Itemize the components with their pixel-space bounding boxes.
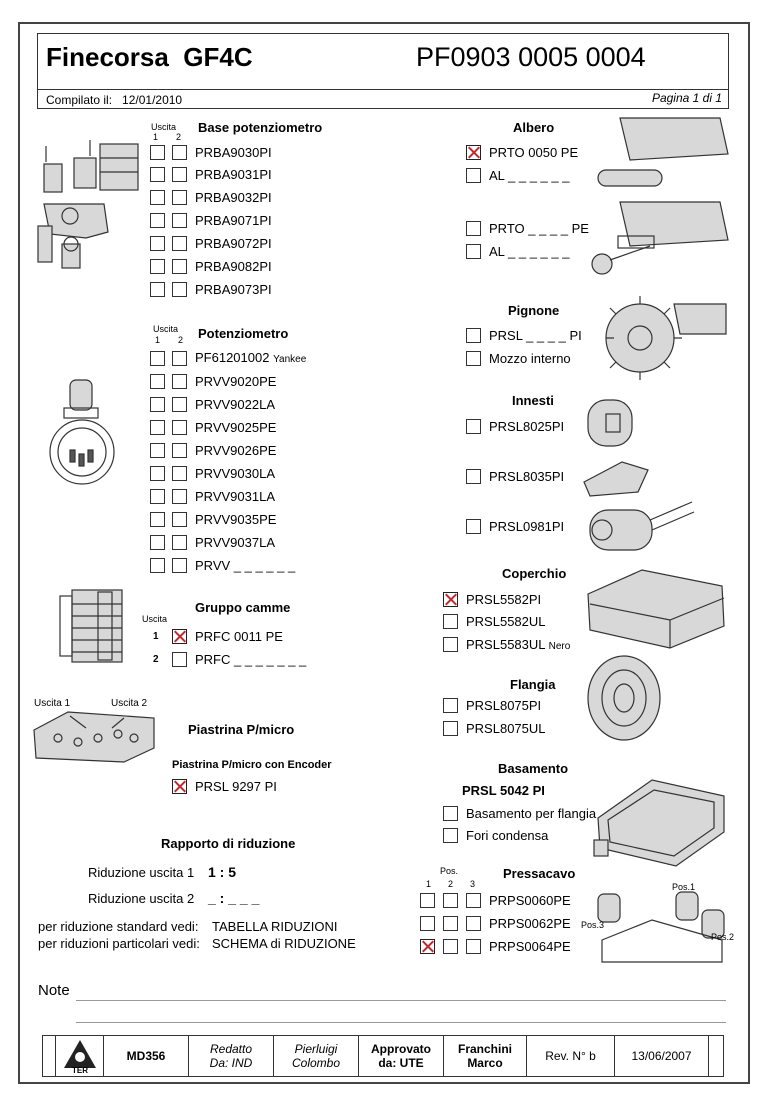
- document-header: [37, 33, 729, 109]
- potenz-checkbox-uscita1[interactable]: [150, 397, 165, 412]
- footer-approver: Franchini Marco: [443, 1036, 526, 1076]
- albero-checkbox[interactable]: [466, 221, 481, 236]
- base-item-label: PRBA9031PI: [195, 167, 272, 182]
- coperchio-checkbox[interactable]: [443, 614, 458, 629]
- potenz-item-label: PRVV9037LA: [195, 535, 275, 550]
- albero-item-label: PRTO 0050 PE: [489, 145, 579, 160]
- compiled-info: Compilato il: 12/01/2010: [46, 93, 183, 107]
- coperchio-item-label: PRSL5582UL: [466, 614, 546, 629]
- camme-uscita-label: Uscita: [142, 614, 168, 624]
- albero-checkbox[interactable]: [466, 244, 481, 259]
- potenz-item-label: PRVV9026PE: [195, 443, 277, 458]
- footer-table: [42, 1035, 724, 1077]
- note-line: [76, 1000, 726, 1001]
- potenz-checkbox-uscita1[interactable]: [150, 466, 165, 481]
- piastrina-uscita2-label: Uscita 2: [111, 698, 148, 709]
- innesti-checkbox[interactable]: [466, 519, 481, 534]
- coperchio-item-label: PRSL5583UL Nero: [466, 637, 571, 652]
- pignone-illustration: [604, 294, 730, 384]
- pressacavo-illustration: [592, 880, 735, 964]
- base-checkbox-uscita1[interactable]: [150, 259, 165, 274]
- pressacavo-col1-label: 1: [426, 879, 432, 889]
- base-checkbox-uscita2[interactable]: [172, 213, 187, 228]
- pressacavo-checkbox-pos1[interactable]: [420, 939, 435, 954]
- potenz-item-label: PRVV _ _ _ _ _ _: [195, 558, 296, 573]
- potenz-checkbox-uscita2[interactable]: [172, 397, 187, 412]
- riduzione-uscita2-value: _ : _ _ _: [208, 890, 260, 906]
- pressacavo-checkbox-pos3[interactable]: [466, 939, 481, 954]
- potenz-checkbox-uscita1[interactable]: [150, 374, 165, 389]
- potenziometro-illustration: [46, 378, 122, 490]
- potenz-checkbox-uscita2[interactable]: [172, 351, 187, 366]
- potenz-checkbox-uscita1[interactable]: [150, 420, 165, 435]
- potenz-checkbox-uscita1[interactable]: [150, 489, 165, 504]
- innesti-item-label: PRSL8035PI: [489, 469, 565, 484]
- potenz-col1-label: 1: [155, 335, 161, 345]
- base-potenziometro-illustration: [34, 134, 142, 272]
- piastrina-subtitle: Piastrina P/micro con Encoder: [172, 759, 332, 771]
- section-title-riduzione: Rapporto di riduzione: [161, 836, 296, 851]
- base-checkbox-uscita2[interactable]: [172, 236, 187, 251]
- pressacavo-checkbox-pos2[interactable]: [443, 939, 458, 954]
- pressacavo-checkbox-pos3[interactable]: [466, 893, 481, 908]
- basamento-item-label: Fori condensa: [466, 828, 549, 843]
- albero-illustration: [590, 114, 730, 284]
- piastrina-item-label: PRSL 9297 PI: [195, 779, 277, 794]
- potenz-checkbox-uscita2[interactable]: [172, 420, 187, 435]
- base-checkbox-uscita2[interactable]: [172, 145, 187, 160]
- pignone-item-label: PRSL _ _ _ _ PI: [489, 328, 582, 343]
- base-checkbox-uscita1[interactable]: [150, 167, 165, 182]
- potenz-item-label: PRVV9025PE: [195, 420, 277, 435]
- riduzione-standard-value: TABELLA RIDUZIONI: [212, 919, 338, 934]
- innesti-item-label: PRSL0981PI: [489, 519, 565, 534]
- potenz-checkbox-uscita2[interactable]: [172, 558, 187, 573]
- document-title: Finecorsa GF4C: [46, 42, 253, 72]
- section-title-flangia: Flangia: [510, 677, 556, 692]
- piastrina-uscita1-label: Uscita 1: [34, 698, 71, 709]
- note-label: Note: [38, 982, 70, 999]
- potenz-checkbox-uscita2[interactable]: [172, 466, 187, 481]
- coperchio-illustration: [582, 564, 730, 654]
- section-title-piastrina: Piastrina P/micro: [188, 722, 295, 737]
- basamento-item-label: Basamento per flangia: [466, 806, 597, 821]
- base-checkbox-uscita2[interactable]: [172, 259, 187, 274]
- pressacavo-checkbox-pos2[interactable]: [443, 893, 458, 908]
- flangia-item-label: PRSL8075PI: [466, 698, 542, 713]
- potenz-item-label: PRVV9030LA: [195, 466, 275, 481]
- document-code: PF0903 0005 0004: [416, 42, 646, 72]
- base-checkbox-uscita1[interactable]: [150, 190, 165, 205]
- base-checkbox-uscita1[interactable]: [150, 145, 165, 160]
- note-line: [76, 1022, 726, 1023]
- piastrina-illustration: [28, 708, 160, 766]
- albero-item-label: AL _ _ _ _ _ _: [489, 244, 570, 259]
- potenz-col2-label: 2: [178, 335, 184, 345]
- potenz-checkbox-uscita2[interactable]: [172, 443, 187, 458]
- riduzione-uscita1-value: 1 : 5: [208, 864, 237, 880]
- section-title-pressacavo: Pressacavo: [503, 866, 576, 881]
- pignone-checkbox[interactable]: [466, 351, 481, 366]
- svg-text:TER: TER: [71, 1066, 88, 1074]
- albero-item-label: AL _ _ _ _ _ _: [489, 168, 570, 183]
- base-checkbox-uscita2[interactable]: [172, 282, 187, 297]
- camme-item-label: PRFC _ _ _ _ _ _ _: [195, 652, 307, 667]
- header-divider: [38, 89, 728, 90]
- footer-doc-code: MD356: [103, 1036, 188, 1076]
- camme-checkbox[interactable]: [172, 652, 187, 667]
- albero-checkbox[interactable]: [466, 145, 481, 160]
- camme-item-label: PRFC 0011 PE: [195, 629, 283, 644]
- base-checkbox-uscita2[interactable]: [172, 190, 187, 205]
- potenz-checkbox-uscita1[interactable]: [150, 443, 165, 458]
- base-checkbox-uscita1[interactable]: [150, 236, 165, 251]
- piastrina-checkbox[interactable]: [172, 779, 187, 794]
- riduzione-uscita2-label: Riduzione uscita 2: [88, 891, 195, 906]
- pressacavo-pos3-tag: Pos.3: [581, 920, 605, 930]
- potenz-checkbox-uscita2[interactable]: [172, 512, 187, 527]
- potenz-checkbox-uscita1[interactable]: [150, 512, 165, 527]
- riduzione-particolari-value: SCHEMA di RIDUZIONE: [212, 936, 356, 951]
- coperchio-checkbox[interactable]: [443, 592, 458, 607]
- pressacavo-pos-label: Pos.: [440, 866, 459, 876]
- base-uscita-label: Uscita: [151, 122, 177, 132]
- pressacavo-item-label: PRPS0060PE: [489, 893, 571, 908]
- pressacavo-checkbox-pos3[interactable]: [466, 916, 481, 931]
- gruppo-camme-illustration: [58, 586, 130, 668]
- pressacavo-checkbox-pos2[interactable]: [443, 916, 458, 931]
- pressacavo-col3-label: 3: [470, 879, 476, 889]
- page-number: Pagina 1 di 1: [651, 91, 722, 105]
- potenz-item-label: PF61201002 Yankee: [195, 350, 307, 365]
- camme-row-number: 2: [153, 654, 159, 665]
- footer-date: 13/06/2007: [614, 1036, 709, 1076]
- basamento-checkbox[interactable]: [443, 828, 458, 843]
- innesti-checkbox[interactable]: [466, 419, 481, 434]
- potenz-checkbox-uscita1[interactable]: [150, 558, 165, 573]
- pressacavo-item-label: PRPS0062PE: [489, 916, 571, 931]
- potenz-checkbox-uscita2[interactable]: [172, 489, 187, 504]
- albero-item-label: PRTO _ _ _ _ PE: [489, 221, 589, 236]
- base-item-label: PRBA9082PI: [195, 259, 272, 274]
- pressacavo-checkbox-pos1[interactable]: [420, 893, 435, 908]
- base-checkbox-uscita1[interactable]: [150, 213, 165, 228]
- innesti-illustration: [580, 392, 700, 562]
- section-title-potenziometro: Potenziometro: [198, 326, 289, 341]
- section-title-basamento: Basamento: [498, 761, 569, 776]
- flangia-illustration: [584, 652, 668, 744]
- ter-logo-icon: [63, 1038, 97, 1074]
- basamento-code: PRSL 5042 PI: [462, 783, 545, 798]
- albero-checkbox[interactable]: [466, 168, 481, 183]
- section-title-innesti: Innesti: [512, 393, 554, 408]
- camme-row-number: 1: [153, 631, 159, 642]
- flangia-item-label: PRSL8075UL: [466, 721, 546, 736]
- footer-redatto: Redatto Da: IND: [188, 1036, 273, 1076]
- pignone-checkbox[interactable]: [466, 328, 481, 343]
- section-title-base-potenziometro: Base potenziometro: [198, 120, 323, 135]
- potenz-item-label: PRVV9031LA: [195, 489, 275, 504]
- flangia-checkbox[interactable]: [443, 698, 458, 713]
- potenz-item-label: PRVV9035PE: [195, 512, 277, 527]
- base-item-label: PRBA9071PI: [195, 213, 272, 228]
- innesti-checkbox[interactable]: [466, 469, 481, 484]
- base-item-label: PRBA9073PI: [195, 282, 272, 297]
- pressacavo-col2-label: 2: [448, 879, 454, 889]
- potenz-checkbox-uscita1[interactable]: [150, 351, 165, 366]
- potenz-checkbox-uscita1[interactable]: [150, 535, 165, 550]
- coperchio-checkbox[interactable]: [443, 637, 458, 652]
- base-checkbox-uscita1[interactable]: [150, 282, 165, 297]
- riduzione-uscita1-label: Riduzione uscita 1: [88, 865, 195, 880]
- section-title-pignone: Pignone: [508, 303, 560, 318]
- potenz-item-label: PRVV9020PE: [195, 374, 277, 389]
- pressacavo-item-label: PRPS0064PE: [489, 939, 571, 954]
- section-title-albero: Albero: [513, 120, 555, 135]
- coperchio-item-label: PRSL5582PI: [466, 592, 542, 607]
- base-col2-label: 2: [176, 132, 182, 142]
- footer-author: Pierluigi Colombo: [273, 1036, 358, 1076]
- footer-logo-cell: [55, 1036, 103, 1076]
- base-checkbox-uscita2[interactable]: [172, 167, 187, 182]
- potenz-checkbox-uscita2[interactable]: [172, 535, 187, 550]
- base-col1-label: 1: [153, 132, 159, 142]
- section-title-gruppo-camme: Gruppo camme: [195, 600, 291, 615]
- footer-revision: Rev. N° b: [526, 1036, 614, 1076]
- base-item-label: PRBA9032PI: [195, 190, 272, 205]
- potenz-uscita-label: Uscita: [153, 324, 179, 334]
- potenz-checkbox-uscita2[interactable]: [172, 374, 187, 389]
- pressacavo-pos1-tag: Pos.1: [672, 882, 696, 892]
- riduzione-particolari-label: per riduzioni particolari vedi:: [38, 936, 200, 951]
- innesti-item-label: PRSL8025PI: [489, 419, 565, 434]
- pressacavo-pos2-tag: Pos.2: [711, 932, 735, 942]
- pressacavo-checkbox-pos1[interactable]: [420, 916, 435, 931]
- basamento-illustration: [592, 774, 730, 870]
- riduzione-standard-label: per riduzione standard vedi:: [38, 919, 199, 934]
- base-item-label: PRBA9030PI: [195, 145, 272, 160]
- base-item-label: PRBA9072PI: [195, 236, 272, 251]
- camme-checkbox[interactable]: [172, 629, 187, 644]
- section-title-coperchio: Coperchio: [502, 566, 567, 581]
- pignone-item-label: Mozzo interno: [489, 351, 571, 366]
- basamento-checkbox[interactable]: [443, 806, 458, 821]
- flangia-checkbox[interactable]: [443, 721, 458, 736]
- potenz-item-label: PRVV9022LA: [195, 397, 275, 412]
- footer-approvato: Approvato da: UTE: [358, 1036, 443, 1076]
